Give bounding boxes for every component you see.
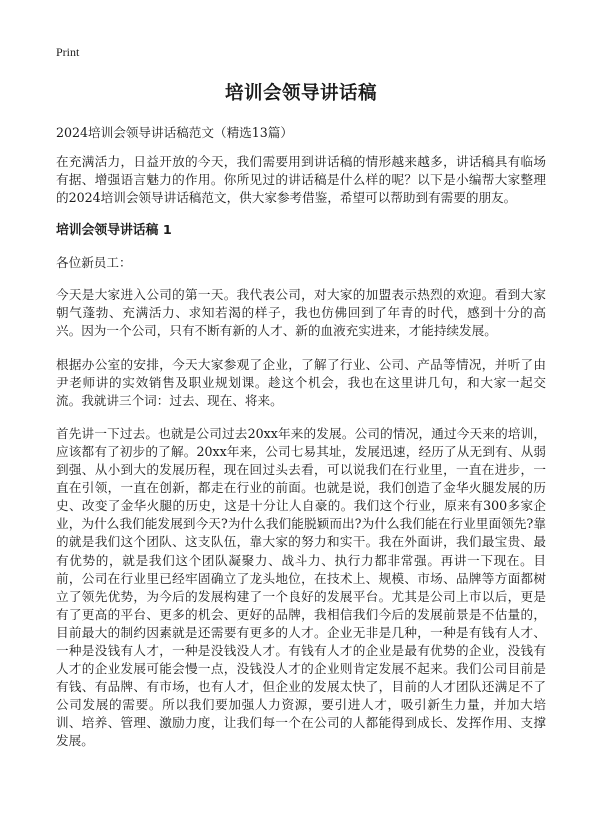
body-paragraph-2: 根据办公室的安排，今天大家参观了企业，了解了行业、公司、产品等情况，并听了由尹老师讲的实效销售及职业规划课。趁这个机会，我也在这里讲几句，和大家一起交流。我就讲三个词：过去、现在、将来。 [56, 356, 546, 408]
intro-paragraph: 在充满活力，日益开放的今天，我们需要用到讲话稿的情形越来越多，讲话稿具有临场有据、增强语言魅力的作用。你所见过的讲话稿是什么样的呢？以下是小编帮大家整理的2024培训会领导讲话稿范文，供大家参考借鉴，希望可以帮助到有需要的朋友。 [56, 154, 546, 206]
salutation: 各位新员工： [56, 255, 132, 271]
page-title: 培训会领导讲话稿 [224, 83, 377, 104]
section-heading: 培训会领导讲话稿 1 [56, 223, 172, 239]
document-subtitle: 2024培训会领导讲话稿范文（精选13篇） [56, 125, 293, 140]
body-paragraph-1: 今天是大家进入公司的第一天。我代表公司，对大家的加盟表示热烈的欢迎。看到大家朝气蓬勃、充满活力、求知若渴的样子，我也仿佛回到了年青的时代，感到十分的高兴。因为一个公司，只有不断有新的人才、新的血液充实进来，才能持续发展。 [56, 287, 546, 339]
body-paragraph-3: 首先讲一下过去。也就是公司过去20xx年来的发展。公司的情况，通过今天来的培训，应该都有了初步的了解。20xx年来，公司七易其址，发展迅速，经历了从无到有、从弱到强、从小到大的发展历程，现在回过头去看，可以说我们在行业里，一直在进步，一直在引领，一直在创新，都走在行业的前面。也就是说，我们创造了金华火腿发展的历史、改变了金华火腿的历史，这是十分让人自豪的。我们这个行业，原来有300多家企业，为什么我们能发展到今天?为什么我们能脱颖而出?为什么我们能在行业里面领先?靠的就是我们这个团队、这支队伍，靠大家的努力和实干。我在外面讲，我们最宝贵、最有优势的，就是我们这个团队凝聚力、战斗力、执行力都非常强。再讲一下现在。目前，公司在行业里已经牢固确立了龙头地位，在技术上、规模、市场、品牌等方面都树立了领先优势，为今后的发展构建了一个良好的发展平台。尤其是公司上市以后，更是有了更高的平台、更多的机会、更好的品牌，我相信我们今后的发展前景是不估量的，目前最大的制约因素就是还需要有更多的人才。企业无非是几种，一种是有钱有人才、一种是没钱有人才，一种是没钱没人才。有钱有人才的企业是最有优势的企业，没钱有人才的企业发展可能会慢一点，没钱没人才的企业则肯定发展不起来。我们公司目前是有钱、有品牌、有市场，也有人才，但企业的发展太快了，目前的人才团队还满足不了公司发展的需要。所以我们要加强人力资源，要引进人才，吸引新生力量，并加大培训、培养、管理、激励力度，让我们每一个在公司的人都能得到成长、发挥作用、支撑发展。 [56, 425, 546, 749]
print-label: Print [56, 45, 80, 59]
